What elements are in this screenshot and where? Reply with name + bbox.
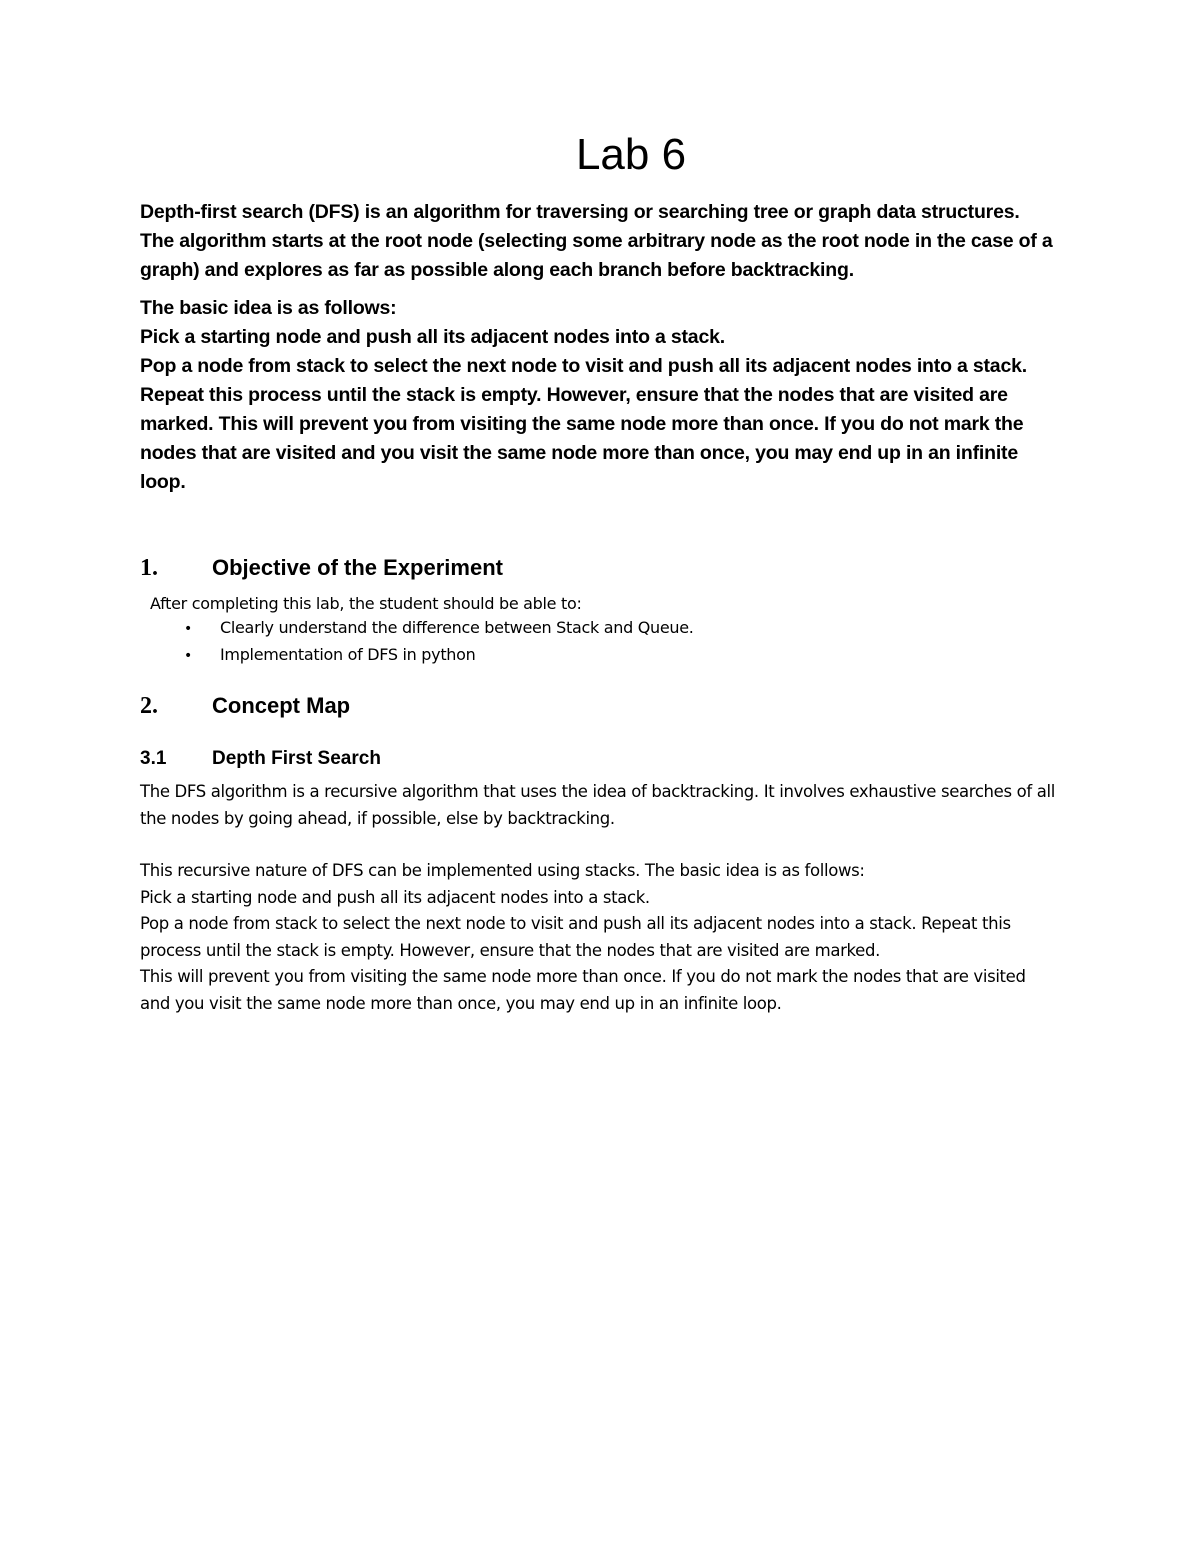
- intro-step-pick: Pick a starting node and push all its adjacent nodes into a stack.: [140, 326, 725, 348]
- dfs-stack-explanation: [140, 858, 1060, 1017]
- page-title: Lab 6: [575, 130, 687, 179]
- list-item-text: Implementation of DFS in python: [220, 645, 476, 664]
- intro-paragraph: Depth-first search (DFS) is an algorithm for traversing or searching tree or graph data structures. The algorithm starts at the root node (selecting some arbitrary node as the root node in the case of a graph) and explores as far as possible along each branch before backtracking.: [140, 201, 1053, 281]
- dfs-description: [140, 779, 1060, 832]
- dfs-warning: This will prevent you from visiting the same node more than once. If you do not mark the nodes that are visited and you visit the same node more than once, you may end up in an infinite loop.: [140, 967, 1026, 1013]
- dfs-step-pick: Pick a starting node and push all its adjacent nodes into a stack.: [140, 887, 650, 907]
- dfs-basic-idea: This recursive nature of DFS can be implemented using stacks. The basic idea is as follows:: [140, 861, 865, 880]
- section-heading-concept-map: [140, 691, 350, 721]
- paragraph-gap: [140, 285, 1055, 294]
- list-item-text: Clearly understand the difference between Stack and Queue.: [220, 618, 694, 637]
- subsection-title: Depth First Search: [212, 748, 381, 769]
- section-title: Objective of the Experiment: [212, 555, 503, 580]
- intro-basic-idea: The basic idea is as follows:: [140, 297, 397, 319]
- section-number: 2.: [140, 693, 158, 719]
- bullet-icon: •: [184, 621, 192, 637]
- section-heading-objective: [140, 553, 503, 583]
- subsection-number: 3.1: [140, 748, 167, 769]
- list-item: [184, 615, 694, 642]
- bullet-icon: •: [184, 648, 192, 664]
- subsection-heading-dfs: [140, 745, 381, 773]
- dfs-step-pop: Pop a node from stack to select the next node to visit and push all its adjacent nodes into a stack. Repeat this process until the stack is empty. However, ensure that the nodes that are visited are marked.: [140, 914, 1011, 960]
- objective-list: [184, 615, 694, 669]
- intro-step-pop: Pop a node from stack to select the next node to visit and push all its adjacent nodes into a stack. Repeat this process until the stack is empty. However, ensure that the nodes that are visited are marked. This will prevent you from visiting the same node more than once. If you do not mark the nodes that are visited and you visit the same node more than once, you may end up in an infinite loop.: [140, 355, 1027, 493]
- dfs-paragraph: The DFS algorithm is a recursive algorithm that uses the idea of backtracking. It involves exhaustive searches of all the nodes by going ahead, if possible, else by backtracking.: [140, 782, 1055, 828]
- objective-lead: After completing this lab, the student should be able to:: [150, 594, 582, 613]
- list-item: [184, 642, 694, 669]
- intro-section: [140, 198, 1055, 497]
- section-number: 1.: [140, 555, 158, 581]
- section-title: Concept Map: [212, 693, 351, 718]
